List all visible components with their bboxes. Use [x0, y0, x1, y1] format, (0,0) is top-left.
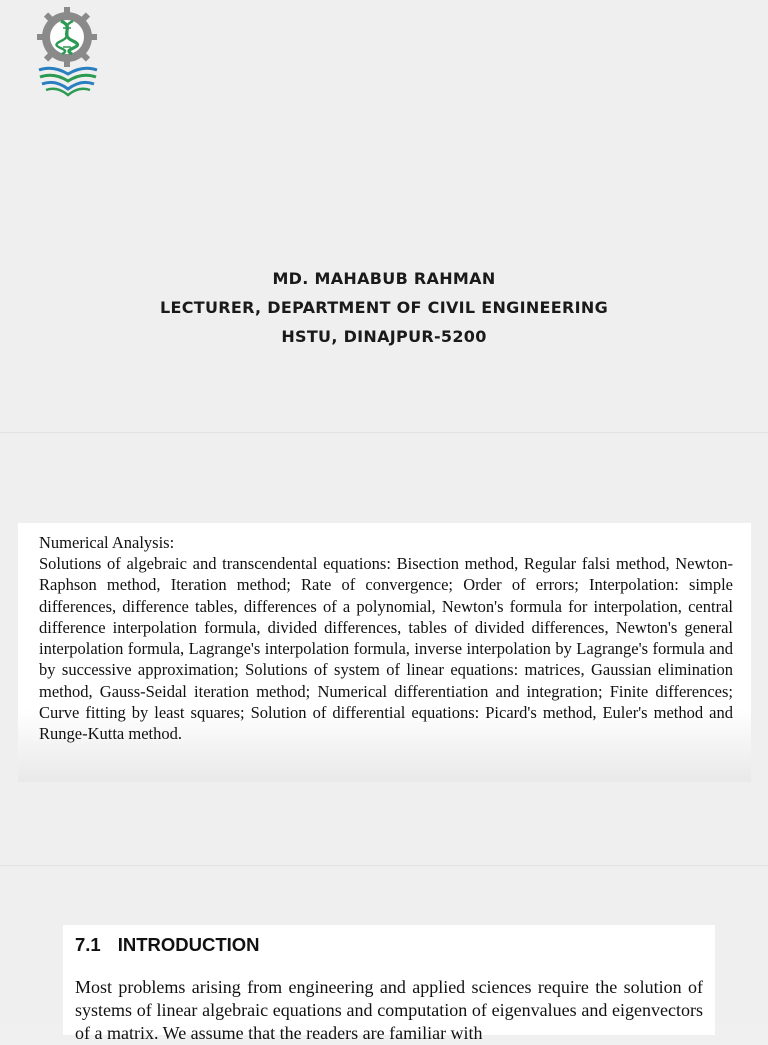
section-title: INTRODUCTION	[117, 934, 260, 955]
section-heading	[75, 931, 703, 959]
syllabus-slide	[0, 433, 768, 865]
introduction-card	[63, 925, 715, 1043]
author-affiliation: HSTU, DINAJPUR-5200	[281, 327, 487, 346]
section-number: 7.1	[75, 934, 101, 955]
author-info	[0, 264, 768, 351]
university-logo-icon	[36, 4, 100, 96]
syllabus-title: Numerical Analysis:	[39, 533, 175, 552]
author-name: MD. MAHABUB RAHMAN	[272, 269, 496, 288]
cover-slide	[0, 0, 768, 432]
syllabus-card	[18, 523, 751, 782]
introduction-slide	[0, 866, 768, 1043]
syllabus-body: Solutions of algebraic and transcendental equations: Bisection method, Regular falsi method, Newton-Raphson method, Iteration method; Rate of convergence; Order of errors; Interpolation: simple differences, difference tables, differences of a polynomial, Newton's formula for interpolation, central difference interpolation formula, divided differences, tables of divided differences, Newton's general interpolation formula, Lagrange's interpolation formula, inverse interpolation by Lagrange's formula and by successive approximation; Solutions of system of linear equations: matrices, Gaussian elimination method, Gauss-Seidal iteration method; Numerical differentiation and integration; Finite differences; Curve fitting by least squares; Solution of differential equations: Picard's method, Euler's method and Runge-Kutta method.	[39, 554, 733, 744]
author-position: LECTURER, DEPARTMENT OF CIVIL ENGINEERING	[159, 298, 609, 317]
introduction-body: Most problems arising from engineering and applied sciences require the solution of systems of linear algebraic equations and computation of eigenvalues and eigenvectors of a matrix. We assume that the readers are familiar with	[75, 977, 703, 1043]
